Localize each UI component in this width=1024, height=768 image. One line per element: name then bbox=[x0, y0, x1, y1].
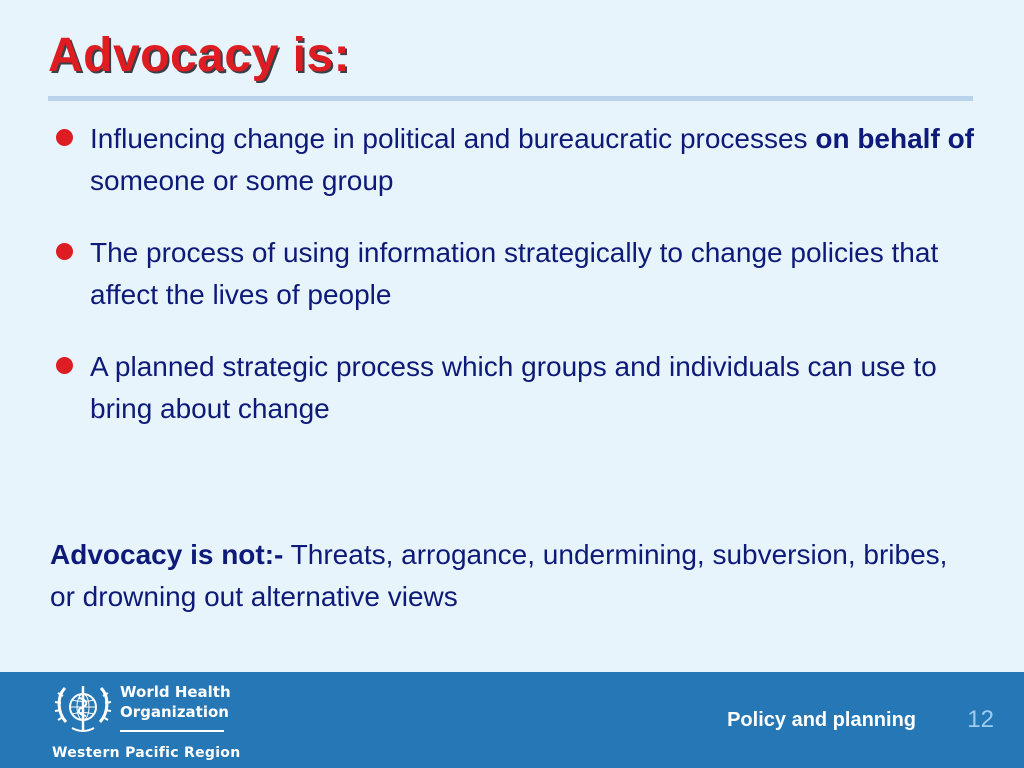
org-name bbox=[120, 682, 230, 722]
who-logo bbox=[52, 678, 241, 764]
title-underline bbox=[48, 96, 973, 101]
advocacy-not-label: Advocacy is not:- bbox=[50, 539, 284, 570]
footer-section-label: Policy and planning bbox=[727, 709, 916, 731]
bullet-item bbox=[54, 346, 984, 430]
bullet-item bbox=[54, 118, 984, 202]
slide-title: Advocacy is: bbox=[48, 29, 351, 82]
bullet-text: Influencing change in political and bureaucratic processes bbox=[90, 123, 808, 154]
bullet-dot-icon bbox=[56, 243, 73, 260]
region-name: Western Pacific Region bbox=[52, 745, 241, 761]
logo-divider bbox=[120, 730, 224, 732]
bullet-item bbox=[54, 232, 984, 316]
advocacy-not-paragraph bbox=[50, 534, 980, 618]
bullet-text: The process of using information strategically to change policies that affect the lives of people bbox=[90, 237, 939, 310]
page-number: 12 bbox=[967, 706, 994, 733]
bullet-dot-icon bbox=[56, 357, 73, 374]
advocacy-not-text: Threats, arrogance, undermining, subversion, bribes, or drowning out alternative views bbox=[50, 539, 948, 612]
bullet-dot-icon bbox=[56, 129, 73, 146]
bullet-text-continued: someone or some group bbox=[90, 165, 394, 196]
org-name-line1: World Health bbox=[120, 683, 231, 701]
footer-bar bbox=[0, 672, 1024, 768]
bullet-text: A planned strategic process which groups and individuals can use to bring about change bbox=[90, 351, 937, 424]
bullet-emphasis: on behalf of bbox=[815, 123, 974, 154]
bullet-list bbox=[54, 118, 984, 460]
org-name-line2: Organization bbox=[120, 703, 229, 721]
who-emblem-icon bbox=[52, 678, 114, 740]
